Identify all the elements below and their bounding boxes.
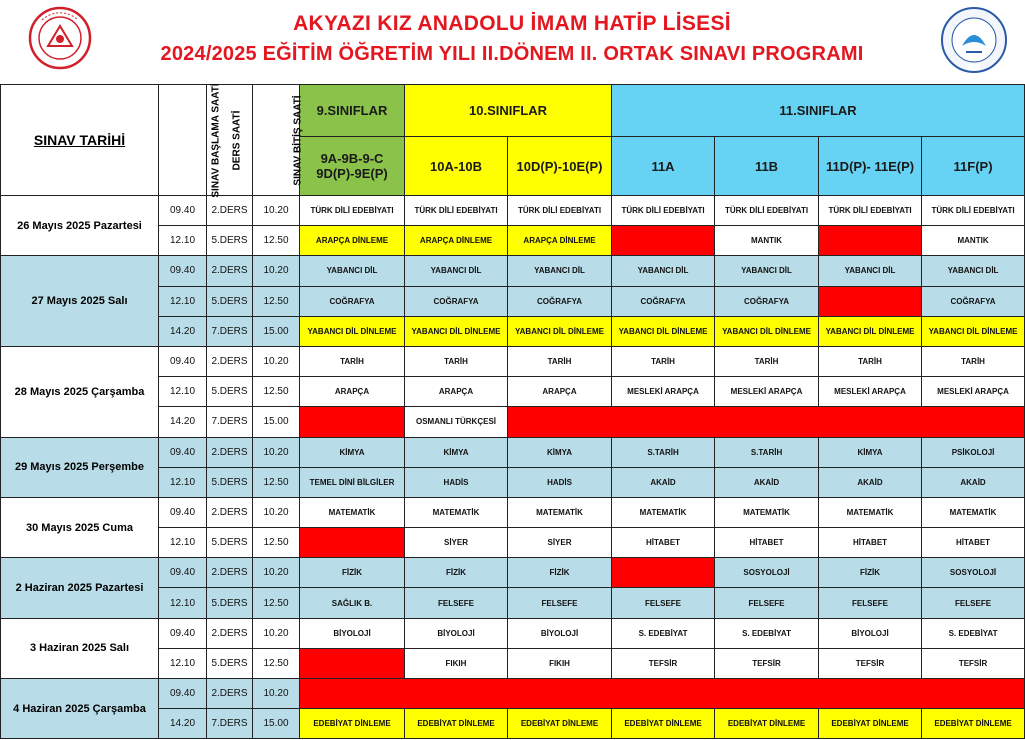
lesson-period: 7.DERS — [207, 709, 253, 739]
exam-subject-cell: TARİH — [922, 346, 1025, 376]
exam-subject-cell: FIKIH — [508, 648, 612, 678]
exam-subject-cell: COĞRAFYA — [922, 286, 1025, 316]
exam-subject-cell: FIKIH — [405, 648, 508, 678]
exam-subject-cell: FELSEFE — [715, 588, 819, 618]
end-time: 12.50 — [253, 467, 300, 497]
exam-subject-cell: TEFSİR — [819, 648, 922, 678]
exam-subject-cell: YABANCI DİL — [612, 256, 715, 286]
lesson-period: 5.DERS — [207, 588, 253, 618]
no-exam-cell — [612, 226, 715, 256]
header-class-10b: 10D(P)-10E(P) — [508, 137, 612, 196]
end-time: 12.50 — [253, 588, 300, 618]
header-class-11c: 11D(P)- 11E(P) — [819, 137, 922, 196]
end-time: 10.20 — [253, 618, 300, 648]
exam-subject-cell: MATEMATİK — [819, 497, 922, 527]
exam-subject-cell: KİMYA — [300, 437, 405, 467]
exam-subject-cell: BİYOLOJİ — [300, 618, 405, 648]
lesson-period: 2.DERS — [207, 256, 253, 286]
page-header — [0, 0, 1024, 82]
exam-subject-cell: FİZİK — [300, 558, 405, 588]
end-time: 12.50 — [253, 648, 300, 678]
start-time: 14.20 — [159, 709, 207, 739]
exam-subject-cell: KİMYA — [405, 437, 508, 467]
no-exam-cell — [300, 679, 1025, 709]
exam-subject-cell: EDEBİYAT DİNLEME — [405, 709, 508, 739]
exam-subject-cell: BİYOLOJİ — [405, 618, 508, 648]
exam-subject-cell: YABANCI DİL DİNLEME — [405, 316, 508, 346]
exam-subject-cell: SİYER — [405, 528, 508, 558]
exam-subject-cell: TÜRK DİLİ EDEBİYATI — [405, 196, 508, 226]
start-time: 09.40 — [159, 618, 207, 648]
exam-subject-cell: YABANCI DİL DİNLEME — [508, 316, 612, 346]
exam-subject-cell: TEFSİR — [715, 648, 819, 678]
exam-subject-cell: YABANCI DİL — [300, 256, 405, 286]
exam-subject-cell: AKAİD — [819, 467, 922, 497]
end-time: 10.20 — [253, 497, 300, 527]
no-exam-cell — [300, 528, 405, 558]
exam-subject-cell: YABANCI DİL — [715, 256, 819, 286]
exam-subject-cell: MANTIK — [922, 226, 1025, 256]
school-logo-icon — [940, 6, 1008, 74]
lesson-period: 5.DERS — [207, 528, 253, 558]
lesson-period: 2.DERS — [207, 497, 253, 527]
exam-subject-cell: AKAİD — [922, 467, 1025, 497]
exam-subject-cell: TEMEL DİNİ BİLGİLER — [300, 467, 405, 497]
exam-subject-cell: SOSYOLOJİ — [715, 558, 819, 588]
exam-subject-cell: TARİH — [715, 346, 819, 376]
exam-subject-cell: MATEMATİK — [922, 497, 1025, 527]
exam-subject-cell: TEFSİR — [612, 648, 715, 678]
exam-subject-cell: ARAPÇA DİNLEME — [300, 226, 405, 256]
exam-subject-cell: MESLEKİ ARAPÇA — [612, 377, 715, 407]
exam-subject-cell: FELSEFE — [612, 588, 715, 618]
end-time: 10.20 — [253, 196, 300, 226]
exam-date: 26 Mayıs 2025 Pazartesi — [1, 196, 159, 256]
exam-subject-cell: SİYER — [508, 528, 612, 558]
exam-subject-cell: TÜRK DİLİ EDEBİYATI — [508, 196, 612, 226]
no-exam-cell — [819, 286, 922, 316]
exam-subject-cell: TARİH — [819, 346, 922, 376]
exam-subject-cell: TARİH — [300, 346, 405, 376]
program-title: 2024/2025 EĞİTİM ÖĞRETİM YILI II.DÖNEM II. ORTAK SINAVI PROGRAMI — [160, 43, 864, 65]
exam-subject-cell: S.TARİH — [612, 437, 715, 467]
exam-subject-cell: TEFSİR — [922, 648, 1025, 678]
header-class-11d: 11F(P) — [922, 137, 1025, 196]
exam-subject-cell: KİMYA — [819, 437, 922, 467]
exam-subject-cell: YABANCI DİL DİNLEME — [715, 316, 819, 346]
exam-date: 27 Mayıs 2025 Salı — [1, 256, 159, 347]
lesson-period: 5.DERS — [207, 226, 253, 256]
exam-subject-cell: EDEBİYAT DİNLEME — [300, 709, 405, 739]
exam-subject-cell: S. EDEBİYAT — [922, 618, 1025, 648]
exam-subject-cell: SAĞLIK B. — [300, 588, 405, 618]
exam-subject-cell: YABANCI DİL DİNLEME — [922, 316, 1025, 346]
exam-subject-cell: EDEBİYAT DİNLEME — [612, 709, 715, 739]
header-class-10a: 10A-10B — [405, 137, 508, 196]
exam-subject-cell: YABANCI DİL DİNLEME — [819, 316, 922, 346]
exam-subject-cell: S. EDEBİYAT — [715, 618, 819, 648]
start-time: 14.20 — [159, 407, 207, 437]
start-time: 09.40 — [159, 346, 207, 376]
exam-subject-cell: COĞRAFYA — [405, 286, 508, 316]
header-grade-10: 10.SINIFLAR — [405, 85, 612, 137]
start-time: 09.40 — [159, 437, 207, 467]
exam-subject-cell: FELSEFE — [819, 588, 922, 618]
exam-subject-cell: AKAİD — [715, 467, 819, 497]
lesson-period: 2.DERS — [207, 196, 253, 226]
start-time: 14.20 — [159, 316, 207, 346]
exam-subject-cell: FİZİK — [508, 558, 612, 588]
lesson-period: 2.DERS — [207, 679, 253, 709]
exam-subject-cell: AKAİD — [612, 467, 715, 497]
end-time: 12.50 — [253, 377, 300, 407]
exam-subject-cell: TARİH — [508, 346, 612, 376]
exam-subject-cell: KİMYA — [508, 437, 612, 467]
exam-subject-cell: HİTABET — [715, 528, 819, 558]
no-exam-cell — [819, 226, 922, 256]
start-time: 09.40 — [159, 497, 207, 527]
end-time: 12.50 — [253, 286, 300, 316]
lesson-period: 5.DERS — [207, 286, 253, 316]
start-time: 12.10 — [159, 648, 207, 678]
lesson-period: 5.DERS — [207, 648, 253, 678]
exam-subject-cell: YABANCI DİL — [508, 256, 612, 286]
lesson-period: 5.DERS — [207, 377, 253, 407]
exam-subject-cell: PSİKOLOJİ — [922, 437, 1025, 467]
end-time: 10.20 — [253, 256, 300, 286]
exam-subject-cell: MESLEKİ ARAPÇA — [922, 377, 1025, 407]
exam-subject-cell: MANTIK — [715, 226, 819, 256]
exam-subject-cell: YABANCI DİL — [819, 256, 922, 286]
header-end-time: SINAV BİTİŞ SAATİ — [253, 85, 300, 196]
exam-date: 4 Haziran 2025 Çarşamba — [1, 679, 159, 739]
no-exam-cell — [300, 407, 405, 437]
exam-subject-cell: FİZİK — [405, 558, 508, 588]
exam-subject-cell: BİYOLOJİ — [508, 618, 612, 648]
end-time: 10.20 — [253, 679, 300, 709]
header-grade-9: 9.SINIFLAR — [300, 85, 405, 137]
exam-subject-cell: MATEMATİK — [612, 497, 715, 527]
exam-subject-cell: MESLEKİ ARAPÇA — [819, 377, 922, 407]
exam-subject-cell: MATEMATİK — [405, 497, 508, 527]
exam-date: 2 Haziran 2025 Pazartesi — [1, 558, 159, 618]
exam-subject-cell: HİTABET — [612, 528, 715, 558]
header-lesson-period: DERS SAATİ — [207, 85, 253, 196]
start-time: 12.10 — [159, 528, 207, 558]
lesson-period: 5.DERS — [207, 467, 253, 497]
exam-subject-cell: FİZİK — [819, 558, 922, 588]
exam-subject-cell: TÜRK DİLİ EDEBİYATI — [922, 196, 1025, 226]
exam-subject-cell: ARAPÇA DİNLEME — [508, 226, 612, 256]
exam-subject-cell: EDEBİYAT DİNLEME — [715, 709, 819, 739]
exam-subject-cell: HADİS — [405, 467, 508, 497]
end-time: 15.00 — [253, 709, 300, 739]
exam-subject-cell: TÜRK DİLİ EDEBİYATI — [300, 196, 405, 226]
no-exam-cell — [612, 558, 715, 588]
start-time: 12.10 — [159, 226, 207, 256]
start-time: 12.10 — [159, 377, 207, 407]
exam-subject-cell: ARAPÇA — [405, 377, 508, 407]
exam-subject-cell: TÜRK DİLİ EDEBİYATI — [612, 196, 715, 226]
end-time: 15.00 — [253, 407, 300, 437]
header-start-time: SINAV BAŞLAMA SAATİ — [159, 85, 207, 196]
exam-subject-cell: MATEMATİK — [715, 497, 819, 527]
header-grade-11: 11.SINIFLAR — [612, 85, 1025, 137]
end-time: 12.50 — [253, 528, 300, 558]
exam-date: 30 Mayıs 2025 Cuma — [1, 497, 159, 557]
exam-subject-cell: YABANCI DİL — [405, 256, 508, 286]
exam-subject-cell: EDEBİYAT DİNLEME — [508, 709, 612, 739]
exam-date: 29 Mayıs 2025 Perşembe — [1, 437, 159, 497]
exam-subject-cell: TÜRK DİLİ EDEBİYATI — [819, 196, 922, 226]
exam-subject-cell: MATEMATİK — [300, 497, 405, 527]
start-time: 12.10 — [159, 588, 207, 618]
lesson-period: 2.DERS — [207, 618, 253, 648]
lesson-period: 2.DERS — [207, 437, 253, 467]
header-class-11b: 11B — [715, 137, 819, 196]
exam-subject-cell: S. EDEBİYAT — [612, 618, 715, 648]
start-time: 09.40 — [159, 679, 207, 709]
no-exam-cell — [508, 407, 1025, 437]
start-time: 12.10 — [159, 286, 207, 316]
lesson-period: 2.DERS — [207, 346, 253, 376]
exam-subject-cell: FELSEFE — [922, 588, 1025, 618]
exam-subject-cell: YABANCI DİL — [922, 256, 1025, 286]
exam-subject-cell: COĞRAFYA — [300, 286, 405, 316]
exam-subject-cell: HİTABET — [922, 528, 1025, 558]
exam-subject-cell: MATEMATİK — [508, 497, 612, 527]
start-time: 09.40 — [159, 256, 207, 286]
exam-date: 28 Mayıs 2025 Çarşamba — [1, 346, 159, 437]
exam-subject-cell: HİTABET — [819, 528, 922, 558]
exam-subject-cell: HADİS — [508, 467, 612, 497]
start-time: 09.40 — [159, 196, 207, 226]
exam-subject-cell: SOSYOLOJİ — [922, 558, 1025, 588]
exam-subject-cell: EDEBİYAT DİNLEME — [819, 709, 922, 739]
exam-subject-cell: FELSEFE — [508, 588, 612, 618]
header-class-11a: 11A — [612, 137, 715, 196]
end-time: 10.20 — [253, 558, 300, 588]
exam-subject-cell: COĞRAFYA — [612, 286, 715, 316]
exam-date: 3 Haziran 2025 Salı — [1, 618, 159, 678]
exam-subject-cell: S.TARİH — [715, 437, 819, 467]
exam-subject-cell: YABANCI DİL DİNLEME — [612, 316, 715, 346]
exam-subject-cell: EDEBİYAT DİNLEME — [922, 709, 1025, 739]
exam-subject-cell: TARİH — [612, 346, 715, 376]
end-time: 15.00 — [253, 316, 300, 346]
exam-subject-cell: COĞRAFYA — [508, 286, 612, 316]
end-time: 12.50 — [253, 226, 300, 256]
lesson-period: 2.DERS — [207, 558, 253, 588]
end-time: 10.20 — [253, 346, 300, 376]
exam-subject-cell: ARAPÇA — [300, 377, 405, 407]
exam-subject-cell: YABANCI DİL DİNLEME — [300, 316, 405, 346]
no-exam-cell — [300, 648, 405, 678]
school-title: AKYAZI KIZ ANADOLU İMAM HATİP LİSESİ — [293, 12, 731, 35]
exam-subject-cell: FELSEFE — [405, 588, 508, 618]
exam-subject-cell: MESLEKİ ARAPÇA — [715, 377, 819, 407]
exam-schedule-table — [0, 84, 1025, 739]
exam-subject-cell: TÜRK DİLİ EDEBİYATI — [715, 196, 819, 226]
start-time: 12.10 — [159, 467, 207, 497]
header-exam-date: SINAV TARİHİ — [1, 85, 159, 196]
end-time: 10.20 — [253, 437, 300, 467]
lesson-period: 7.DERS — [207, 316, 253, 346]
header-class-9: 9A-9B-9-C 9D(P)-9E(P) — [300, 137, 405, 196]
exam-subject-cell: COĞRAFYA — [715, 286, 819, 316]
exam-subject-cell: ARAPÇA DİNLEME — [405, 226, 508, 256]
exam-subject-cell: OSMANLI TÜRKÇESİ — [405, 407, 508, 437]
lesson-period: 7.DERS — [207, 407, 253, 437]
exam-subject-cell: ARAPÇA — [508, 377, 612, 407]
exam-subject-cell: BİYOLOJİ — [819, 618, 922, 648]
exam-subject-cell: TARİH — [405, 346, 508, 376]
start-time: 09.40 — [159, 558, 207, 588]
